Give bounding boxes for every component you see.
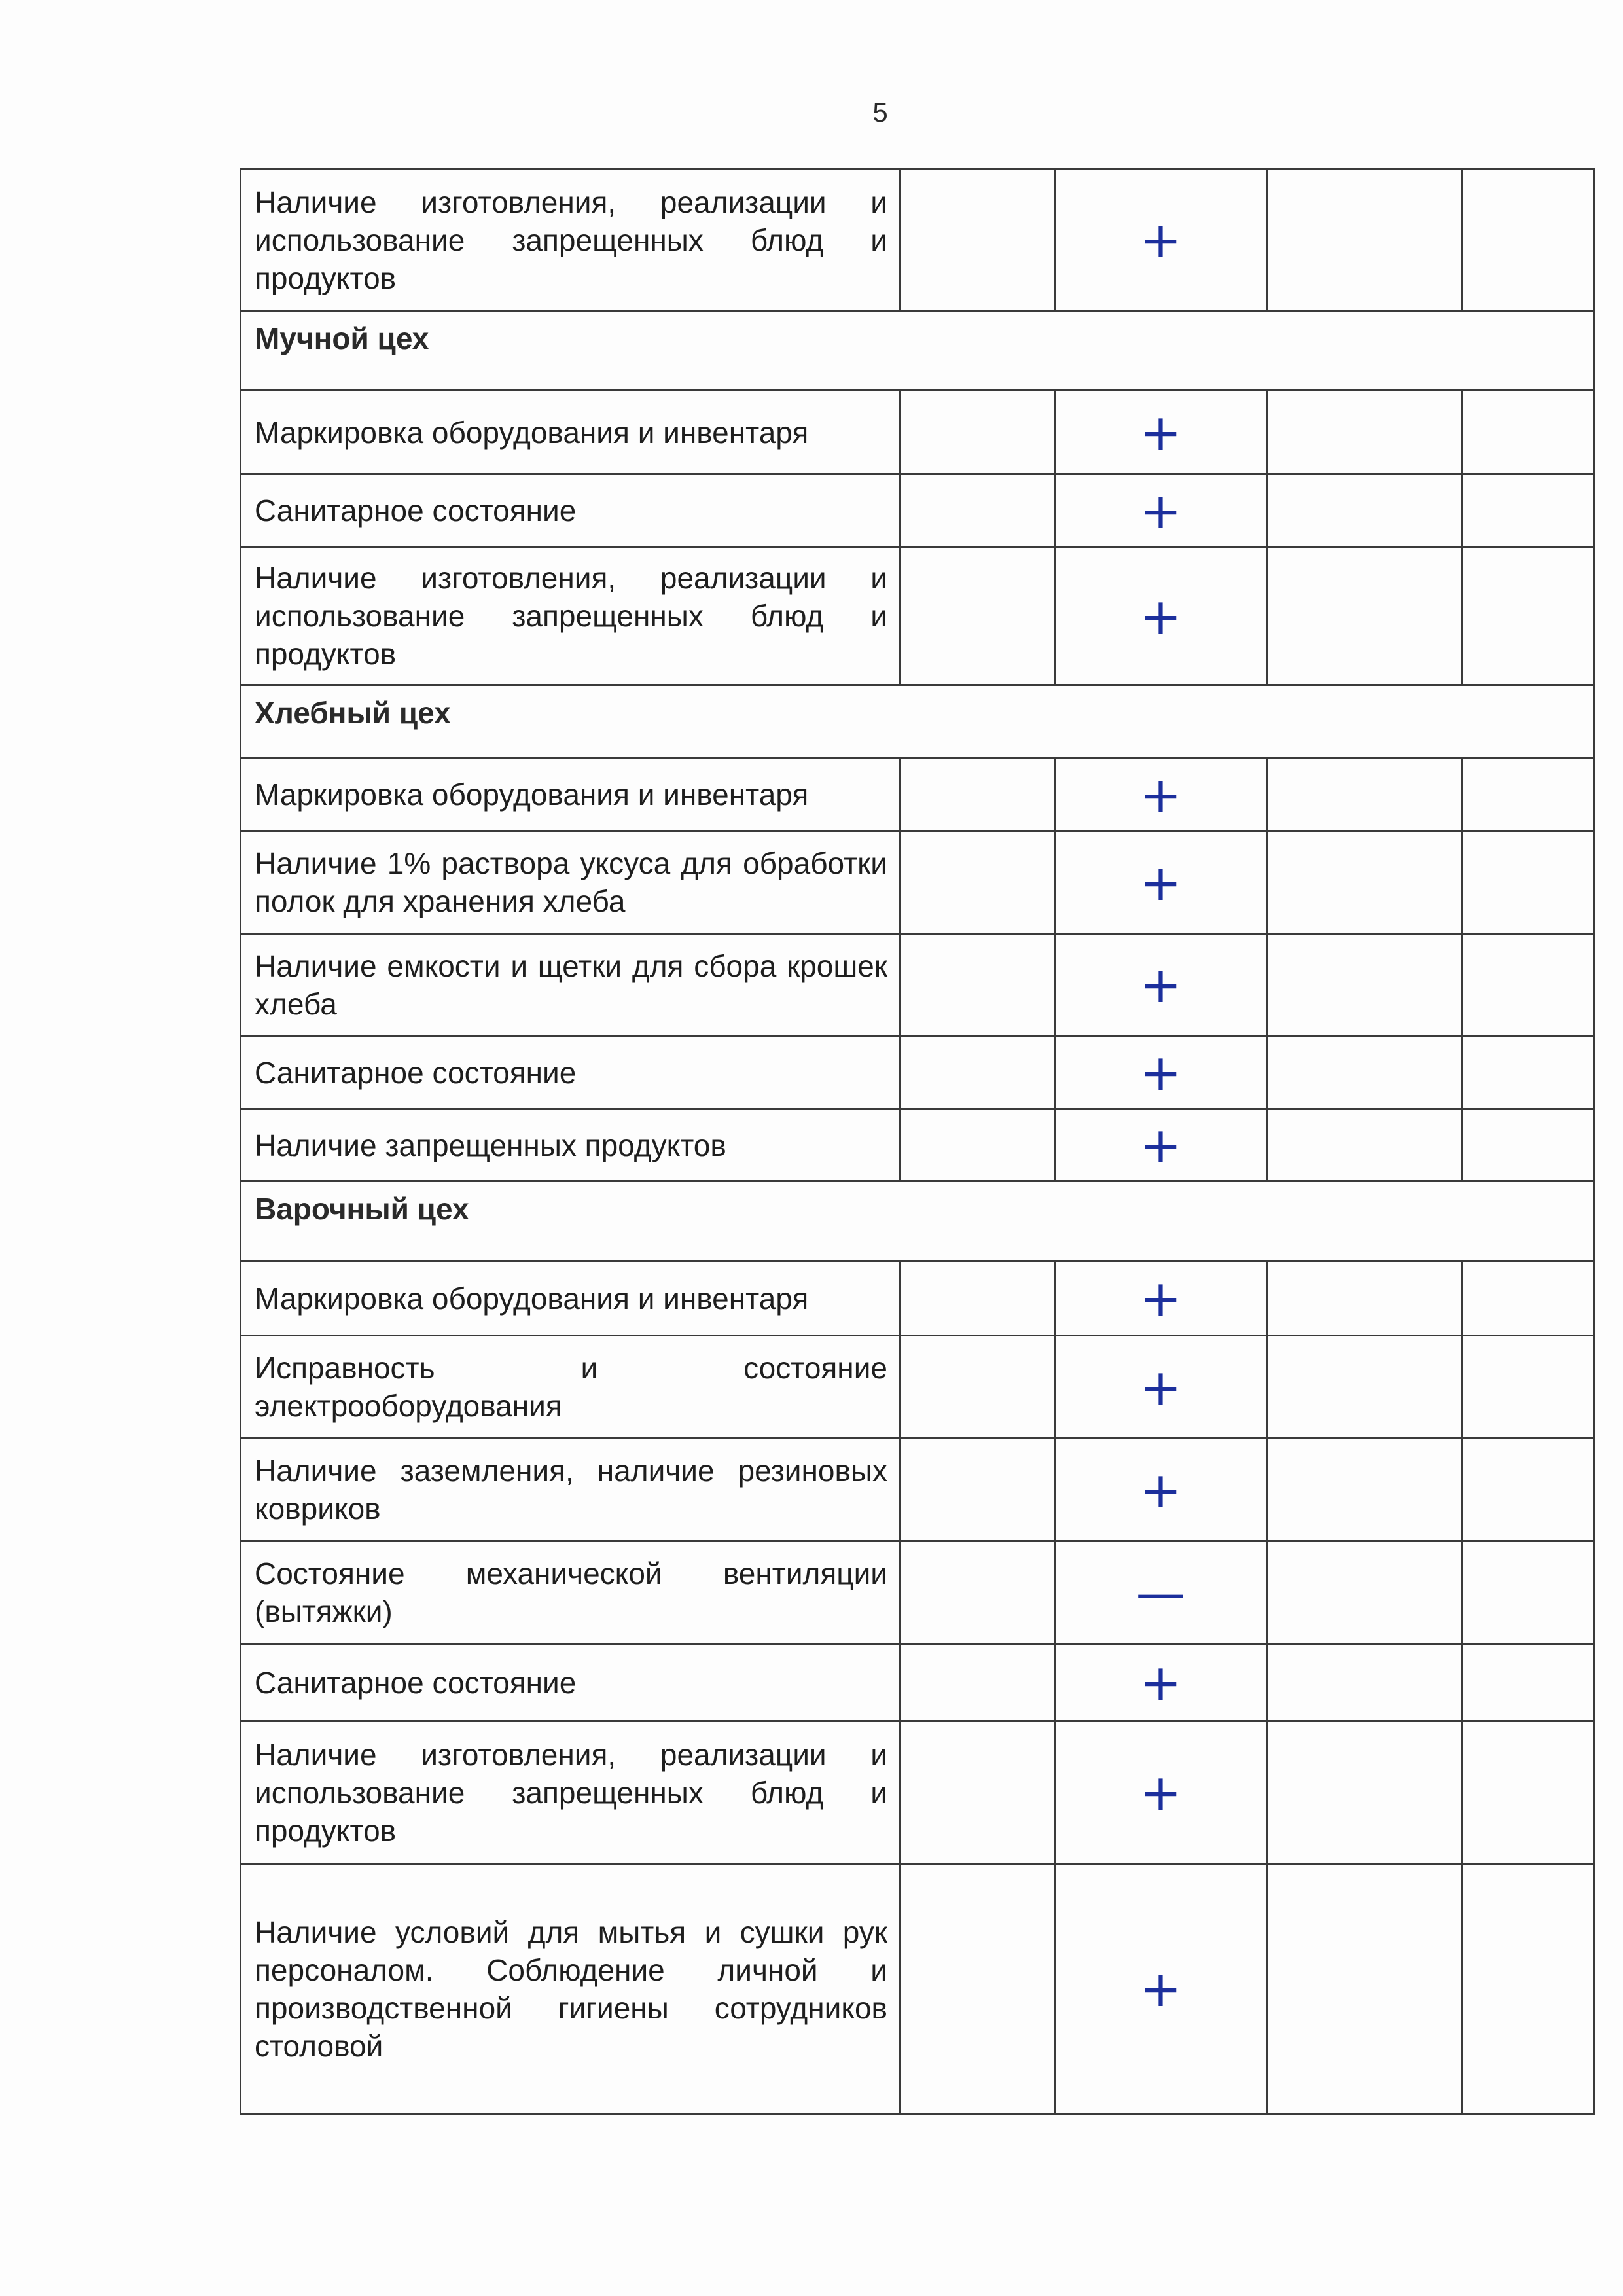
item-text-cell: Наличие емкости и щетки для сбора крошек хлеба [241,934,901,1036]
handwritten-mark-cell: + [1055,1721,1267,1864]
handwritten-mark-cell: + [1055,934,1267,1036]
empty-cell [1462,1109,1594,1181]
empty-cell [1462,1036,1594,1109]
section-row [241,685,1594,759]
handwritten-mark-cell: — [1055,1541,1267,1644]
empty-cell [901,170,1055,311]
checklist-row [241,1864,1594,2114]
empty-cell [1462,831,1594,934]
item-text-cell: Санитарное состояние [241,1644,901,1721]
handwritten-mark-cell: + [1055,391,1267,475]
handwritten-mark-cell: + [1055,1644,1267,1721]
empty-cell [901,1541,1055,1644]
empty-cell [1462,1439,1594,1541]
empty-cell [1267,475,1462,547]
handwritten-mark-cell: + [1055,831,1267,934]
checklist-row [241,1644,1594,1721]
item-text-cell: Наличие изготовления, реализации и использование запрещенных блюд и продуктов [241,170,901,311]
empty-cell [901,1036,1055,1109]
empty-cell [901,934,1055,1036]
checklist-row [241,1036,1594,1109]
empty-cell [1267,1109,1462,1181]
item-text-cell: Наличие запрещенных продуктов [241,1109,901,1181]
item-text-cell: Наличие 1% раствора уксуса для обработки полок для хранения хлеба [241,831,901,934]
empty-cell [1267,831,1462,934]
empty-cell [1267,1644,1462,1721]
item-text-cell: Наличие заземления, наличие резиновых ковриков [241,1439,901,1541]
empty-cell [1462,759,1594,831]
item-text-cell: Исправность и состояние электрооборудования [241,1336,901,1439]
checklist-row [241,1721,1594,1864]
item-text-cell: Наличие изготовления, реализации и использование запрещенных блюд и продуктов [241,1721,901,1864]
item-text-cell: Наличие условий для мытья и сушки рук персоналом. Соблюдение личной и производственной гигиены сотрудников столовой [241,1864,901,2114]
checklist-row [241,1541,1594,1644]
checklist-row [241,391,1594,475]
empty-cell [1462,391,1594,475]
checklist-row [241,170,1594,311]
empty-cell [1267,1541,1462,1644]
handwritten-mark-cell: + [1055,1109,1267,1181]
item-text-cell: Наличие изготовления, реализации и использование запрещенных блюд и продуктов [241,547,901,685]
empty-cell [1267,1439,1462,1541]
item-text-cell: Состояние механической вентиляции (вытяжки) [241,1541,901,1644]
checklist-row [241,547,1594,685]
checklist-row [241,1439,1594,1541]
empty-cell [901,759,1055,831]
empty-cell [1462,547,1594,685]
empty-cell [1462,1336,1594,1439]
empty-cell [901,1261,1055,1336]
item-text-cell: Маркировка оборудования и инвентаря [241,391,901,475]
empty-cell [901,1721,1055,1864]
handwritten-mark-cell: + [1055,1336,1267,1439]
empty-cell [1267,1036,1462,1109]
handwritten-mark-cell: + [1055,547,1267,685]
item-text-cell: Маркировка оборудования и инвентаря [241,759,901,831]
item-text-cell: Маркировка оборудования и инвентаря [241,1261,901,1336]
empty-cell [901,1864,1055,2114]
empty-cell [1267,934,1462,1036]
empty-cell [901,1336,1055,1439]
empty-cell [1462,1261,1594,1336]
empty-cell [901,1439,1055,1541]
item-text-cell: Санитарное состояние [241,475,901,547]
handwritten-mark-cell: + [1055,1261,1267,1336]
handwritten-mark-cell: + [1055,1036,1267,1109]
empty-cell [1462,934,1594,1036]
empty-cell [901,1109,1055,1181]
section-title: Варочный цех [241,1181,1594,1261]
empty-cell [901,547,1055,685]
checklist-row [241,934,1594,1036]
empty-cell [1462,475,1594,547]
handwritten-mark-cell: + [1055,1864,1267,2114]
empty-cell [1267,1336,1462,1439]
section-title: Хлебный цех [241,685,1594,759]
checklist-row [241,831,1594,934]
empty-cell [1267,547,1462,685]
empty-cell [901,831,1055,934]
empty-cell [1462,1644,1594,1721]
checklist-row [241,1336,1594,1439]
empty-cell [1462,1864,1594,2114]
page-number: 5 [872,97,888,128]
empty-cell [901,1644,1055,1721]
handwritten-mark-cell: + [1055,759,1267,831]
empty-cell [1267,759,1462,831]
checklist-row [241,475,1594,547]
empty-cell [1267,1261,1462,1336]
empty-cell [1267,1721,1462,1864]
checklist-row [241,1109,1594,1181]
empty-cell [1462,1541,1594,1644]
handwritten-mark-cell: + [1055,1439,1267,1541]
empty-cell [1462,1721,1594,1864]
empty-cell [1462,170,1594,311]
handwritten-mark-cell: + [1055,475,1267,547]
empty-cell [1267,1864,1462,2114]
checklist-row [241,759,1594,831]
empty-cell [901,475,1055,547]
item-text-cell: Санитарное состояние [241,1036,901,1109]
section-row [241,311,1594,391]
empty-cell [1267,170,1462,311]
checklist-table [240,168,1595,2115]
section-row [241,1181,1594,1261]
checklist-row [241,1261,1594,1336]
empty-cell [901,391,1055,475]
section-title: Мучной цех [241,311,1594,391]
handwritten-mark-cell: + [1055,170,1267,311]
empty-cell [1267,391,1462,475]
